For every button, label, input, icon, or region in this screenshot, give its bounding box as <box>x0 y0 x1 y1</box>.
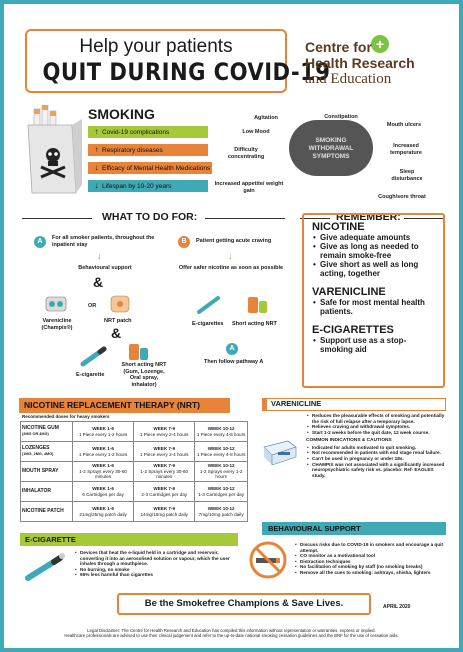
nrt-week: WEEK 10-12 <box>207 426 235 431</box>
title-box <box>25 29 331 93</box>
pathway-b-text: Patient getting acute craving <box>196 238 272 244</box>
logo-plus-icon: + <box>371 35 389 53</box>
short-nrt-b-icon <box>244 294 270 316</box>
varenicline-heading: VARENICLINE <box>312 286 386 298</box>
nrt-product-sub: (2MG OR 4MG) <box>22 431 49 436</box>
footer-date: APRIL 2020 <box>383 604 411 610</box>
nrt-week: WEEK 7-9 <box>153 463 176 469</box>
symptom-cough: Cough/sore throat <box>378 194 426 200</box>
nrt-dose-cell <box>195 422 248 442</box>
champix-box-icon <box>262 437 298 467</box>
logo-line2: Health Research <box>305 55 415 71</box>
nicotine-item: • Give adequate amounts <box>312 233 435 242</box>
symptom-difficulty-concentrating: Difficulty concentrating <box>227 147 265 160</box>
nrt-row-name <box>21 422 73 442</box>
ecig-point: • 95% less harmful than cigarettes <box>74 572 238 578</box>
divider-left-2 <box>205 218 285 219</box>
cigarette-pack-icon <box>26 105 84 195</box>
short-nrt-label: Short acting NRT (Gum, Lozenge, Oral spray, inhalator) <box>121 362 167 388</box>
behavioural-support-label: Behavioural support <box>78 265 132 271</box>
nrt-dose-cell <box>73 462 134 482</box>
nrt-week: WEEK 1-6 <box>92 486 114 491</box>
nrt-week: WEEK 7-9 <box>153 486 176 491</box>
ecigarette-list <box>74 550 238 578</box>
smoking-item-lifespan: ↓ Lifespan by 10-20 years <box>88 180 208 192</box>
smoking-heading: SMOKING <box>88 106 155 122</box>
arrow-down-icon: ↓ <box>228 251 233 261</box>
title-line1: Help your patients <box>79 36 233 57</box>
ecig-point: • Devices that heat the e-liquid held in a cartridge and reservoir, converting it into an aerosolised solution or vapour, which the user inhales through a mouthpiece. <box>74 550 238 567</box>
arrow-down-icon: ↓ <box>94 181 99 190</box>
then-follow-label: Then follow pathway A <box>204 359 264 365</box>
symptom-mouth-ulcers: Mouth ulcers <box>386 122 422 128</box>
behavioural-point: • No facilitation of smoking by staff (no smoking breaks) <box>294 564 446 570</box>
nrt-subheading: Recommended doses for heavy smokers <box>22 414 110 419</box>
varenicline-list <box>306 413 446 478</box>
nrt-week: WEEK 7-9 <box>153 446 176 451</box>
frame-top <box>0 0 463 4</box>
varenicline-pill-icon <box>44 293 68 315</box>
nrt-dose-cell <box>73 442 134 462</box>
nrt-dose-cell <box>73 502 134 522</box>
nrt-dose: 1-2 Sprays every 30-60 minutes <box>79 468 127 480</box>
indication-point: • Indicated for adults motivated to quit smoking. <box>306 445 446 451</box>
pathway-a-text: For all smoker patients, throughout the inpatient stay <box>52 235 155 248</box>
nrt-week: WEEK 1-6 <box>92 426 114 431</box>
or-label: OR <box>88 303 97 309</box>
nrt-product-name: NICOTINE GUM <box>22 425 59 431</box>
nrt-row-name <box>21 482 73 502</box>
arrow-down-icon: ↓ <box>97 251 102 261</box>
ecigarette-hand-icon <box>22 552 66 582</box>
nrt-dose: 1 Piece every 4-8 hours <box>196 451 246 457</box>
behavioural-list <box>294 542 446 576</box>
nrt-dose-cell <box>134 482 195 502</box>
nrt-dose-cell <box>195 482 248 502</box>
logo-line1: Centre for <box>305 39 372 55</box>
nrt-dose: 6 Cartridges per day <box>82 491 124 497</box>
nrt-table <box>20 421 248 522</box>
nrt-dose-cell <box>73 482 134 502</box>
nrt-row-name <box>21 502 73 522</box>
nrt-dose-cell <box>134 462 195 482</box>
nrt-dose-cell <box>134 422 195 442</box>
nrt-dose: 1-2 Sprays every 30-60 minutes <box>140 468 189 480</box>
nrt-week: WEEK 10-12 <box>207 506 235 511</box>
no-smoking-icon <box>248 540 288 580</box>
nrt-product-sub: (1MG, 2MG, 4MG) <box>22 451 54 456</box>
nicotine-item: • Give as long as needed to remain smoke-free <box>312 242 435 260</box>
common-indications-heading: COMMON INDICATIONS & CAUTIONS <box>306 438 392 444</box>
nrt-product-name: INHALATOR <box>22 487 51 494</box>
behavioural-point: • CO monitor as a motivational tool <box>294 553 446 559</box>
nrt-heading: NICOTINE REPLACEMENT THERAPY (NRT) <box>19 398 230 413</box>
short-nrt-icon <box>125 340 151 362</box>
nrt-week: WEEK 10-12 <box>207 446 235 451</box>
varenicline-point: • Relieves craving and withdrawal symptoms. <box>306 424 446 430</box>
symptom-increased-temperature: Increased temperature <box>390 143 422 156</box>
nrt-dose: 1 Piece every 2-4 hours <box>139 451 189 457</box>
behavioural-point: • Discuss risks due to COVID-19 in smokers and encourage a quit attempt. <box>294 542 446 553</box>
indication-point: • Can't be used in pregnancy or under 18s. <box>306 456 446 462</box>
arrow-down-icon: ↓ <box>94 163 99 172</box>
cloud-line3: SYMPTOMS <box>312 153 350 160</box>
ecigarette-icon <box>80 345 108 367</box>
divider-left-1 <box>22 218 92 219</box>
ecigarettes-b-icon <box>196 294 222 316</box>
frame-left <box>0 0 4 652</box>
nrt-row <box>21 442 248 462</box>
nrt-product-name: LOZENGES <box>22 445 50 451</box>
arrow-up-icon: ↑ <box>94 127 99 136</box>
nrt-week: WEEK 7-9 <box>153 426 176 431</box>
ampersand: & <box>93 274 104 290</box>
nrt-row <box>21 422 248 442</box>
nrt-dose-cell <box>195 502 248 522</box>
offer-safer-label: Offer safer nicotine as soon as possible <box>178 265 284 271</box>
footer-banner: Be the Smokefree Champions & Save Lives. <box>117 593 371 615</box>
nrt-row <box>21 482 248 502</box>
logo <box>305 39 415 87</box>
ecigarettes-b-label: E-cigarettes <box>192 321 224 327</box>
smoking-item-covid: ↑ Covid-19 complications <box>88 126 208 138</box>
ecig-heading: E-CIGARETTES <box>312 324 394 336</box>
short-nrt-b-label: Short acting NRT <box>232 321 277 327</box>
nicotine-item: • Give short as well as long acting, together <box>312 260 435 278</box>
nrt-dose: 2-3 Cartridges per day <box>141 491 188 497</box>
nrt-patch-icon <box>108 293 132 315</box>
pathway-a-badge-2: A <box>226 343 238 355</box>
nrt-dose: 7mg/10mg patch daily <box>198 511 244 517</box>
varenicline-item: • Safe for most mental health patients. <box>312 298 435 316</box>
nicotine-heading: NICOTINE <box>312 221 365 233</box>
ecigarette-section-heading: E-CIGARETTE <box>20 533 238 546</box>
frame-bottom <box>0 648 463 652</box>
nrt-dose: 1-2 Sprays every 1-2 hours <box>199 468 243 480</box>
nrt-dose: 1 Piece every 1-2 hours <box>78 431 128 437</box>
nrt-week: WEEK 1-6 <box>92 506 114 511</box>
varenicline-section-heading: VARENICLINE <box>262 398 446 411</box>
nrt-dose-cell <box>134 502 195 522</box>
cloud-line1: SMOKING <box>315 137 347 144</box>
arrow-up-icon: ↑ <box>94 145 99 154</box>
nrt-row <box>21 462 248 482</box>
behavioural-point: • Remove all the cues to smoking: ashtrays, shisha, lighters <box>294 570 446 576</box>
nrt-row-name <box>21 462 73 482</box>
varenicline-point: • Start 1-2 weeks before the quit date, 12 week course. <box>306 430 446 436</box>
smoking-item-respiratory: ↑ Respiratory diseases <box>88 144 208 156</box>
nrt-dose: 1-3 Cartridges per day <box>198 491 245 497</box>
nrt-dose-cell <box>73 422 134 442</box>
nrt-product-name: MOUTH SPRAY <box>22 467 59 474</box>
nrt-dose: 1 Piece every 1-2 hours <box>78 451 128 457</box>
title-line2: QUIT DURING COVID-19 <box>42 58 331 86</box>
symptom-increased-appetite: Increased appetite/ weight gain <box>214 181 284 194</box>
remember-heading: REMEMBER: <box>336 211 401 223</box>
logo-line3: and Education <box>305 71 392 87</box>
indication-point: • CHAMPIX was not associated with a significantly increased neuropsychiatric safety risk vs. placebo: Ref- EAGLES study. <box>306 462 446 479</box>
what-to-do-heading: WHAT TO DO FOR: <box>102 211 198 223</box>
behavioural-section-heading: BEHAVIOURAL SUPPORT <box>262 522 446 535</box>
symptom-sleep-disturbance: Sleep disturbance <box>391 169 423 182</box>
nrt-dose: 1 Piece every 2-4 hours <box>139 431 189 437</box>
indication-point: • Not recommended in patients with end stage renal failure. <box>306 450 446 456</box>
nrt-row <box>21 502 248 522</box>
nrt-week: WEEK 1-6 <box>92 446 114 451</box>
varenicline-point: • Reduces the pleasurable effects of smoking and potentially the risk of full relapse after a temporary lapse. <box>306 413 446 424</box>
disclaimer-line2: Healthcare professionals are advised to use their clinical judgement and refer to the up-to-date national smoking cessation guidelines and the BNF for the use of cessation aids. <box>64 633 399 639</box>
nrt-patch-label: NRT patch <box>104 318 132 324</box>
nrt-dose-cell <box>195 462 248 482</box>
nrt-dose: 21mg/25mg patch daily <box>79 511 127 517</box>
behavioural-point: • Distraction techniques <box>294 559 446 565</box>
cloud-line2: WITHDRAWAL <box>308 145 354 152</box>
frame-right <box>459 0 463 652</box>
nrt-week: WEEK 10-12 <box>207 486 235 491</box>
remember-box <box>302 213 445 388</box>
nrt-week: WEEK 10-12 <box>207 463 235 469</box>
nrt-week: WEEK 7-9 <box>153 506 176 511</box>
withdrawal-cloud <box>289 120 373 176</box>
pathway-b-badge: B <box>178 236 190 248</box>
ampersand-2: & <box>111 325 122 341</box>
varenicline-label: Varenicline (Champix®) <box>41 318 73 331</box>
nrt-dose-cell <box>195 442 248 462</box>
pathway-a-badge: A <box>34 236 46 248</box>
ecig-point: • No burning, no smoke <box>74 567 238 573</box>
disclaimer-line1: Legal Disclaimer: The Centre for Health Research and Education has compiled this information without representation or warranties, express or implied. <box>87 628 376 633</box>
symptom-constipation: Constipation <box>324 114 358 120</box>
nrt-dose-cell <box>134 442 195 462</box>
smoking-item-efficacy: ↓ Efficacy of Mental Health Medications <box>88 162 212 174</box>
ecig-item: • Support use as a stop-smoking aid <box>312 336 435 354</box>
nrt-dose: 1 Piece every 4-8 hours <box>196 431 246 437</box>
symptom-low-mood: Low Mood <box>242 129 270 135</box>
symptom-agitation: Agitation <box>254 115 278 121</box>
nrt-dose: 14mg/15mg patch daily <box>140 511 188 517</box>
nrt-product-name: NICOTINE PATCH <box>22 507 64 514</box>
disclaimer <box>20 628 443 639</box>
nrt-week: WEEK 1-6 <box>92 463 114 469</box>
ecigarette-label: E-cigarette <box>76 372 105 378</box>
nrt-row-name <box>21 442 73 462</box>
